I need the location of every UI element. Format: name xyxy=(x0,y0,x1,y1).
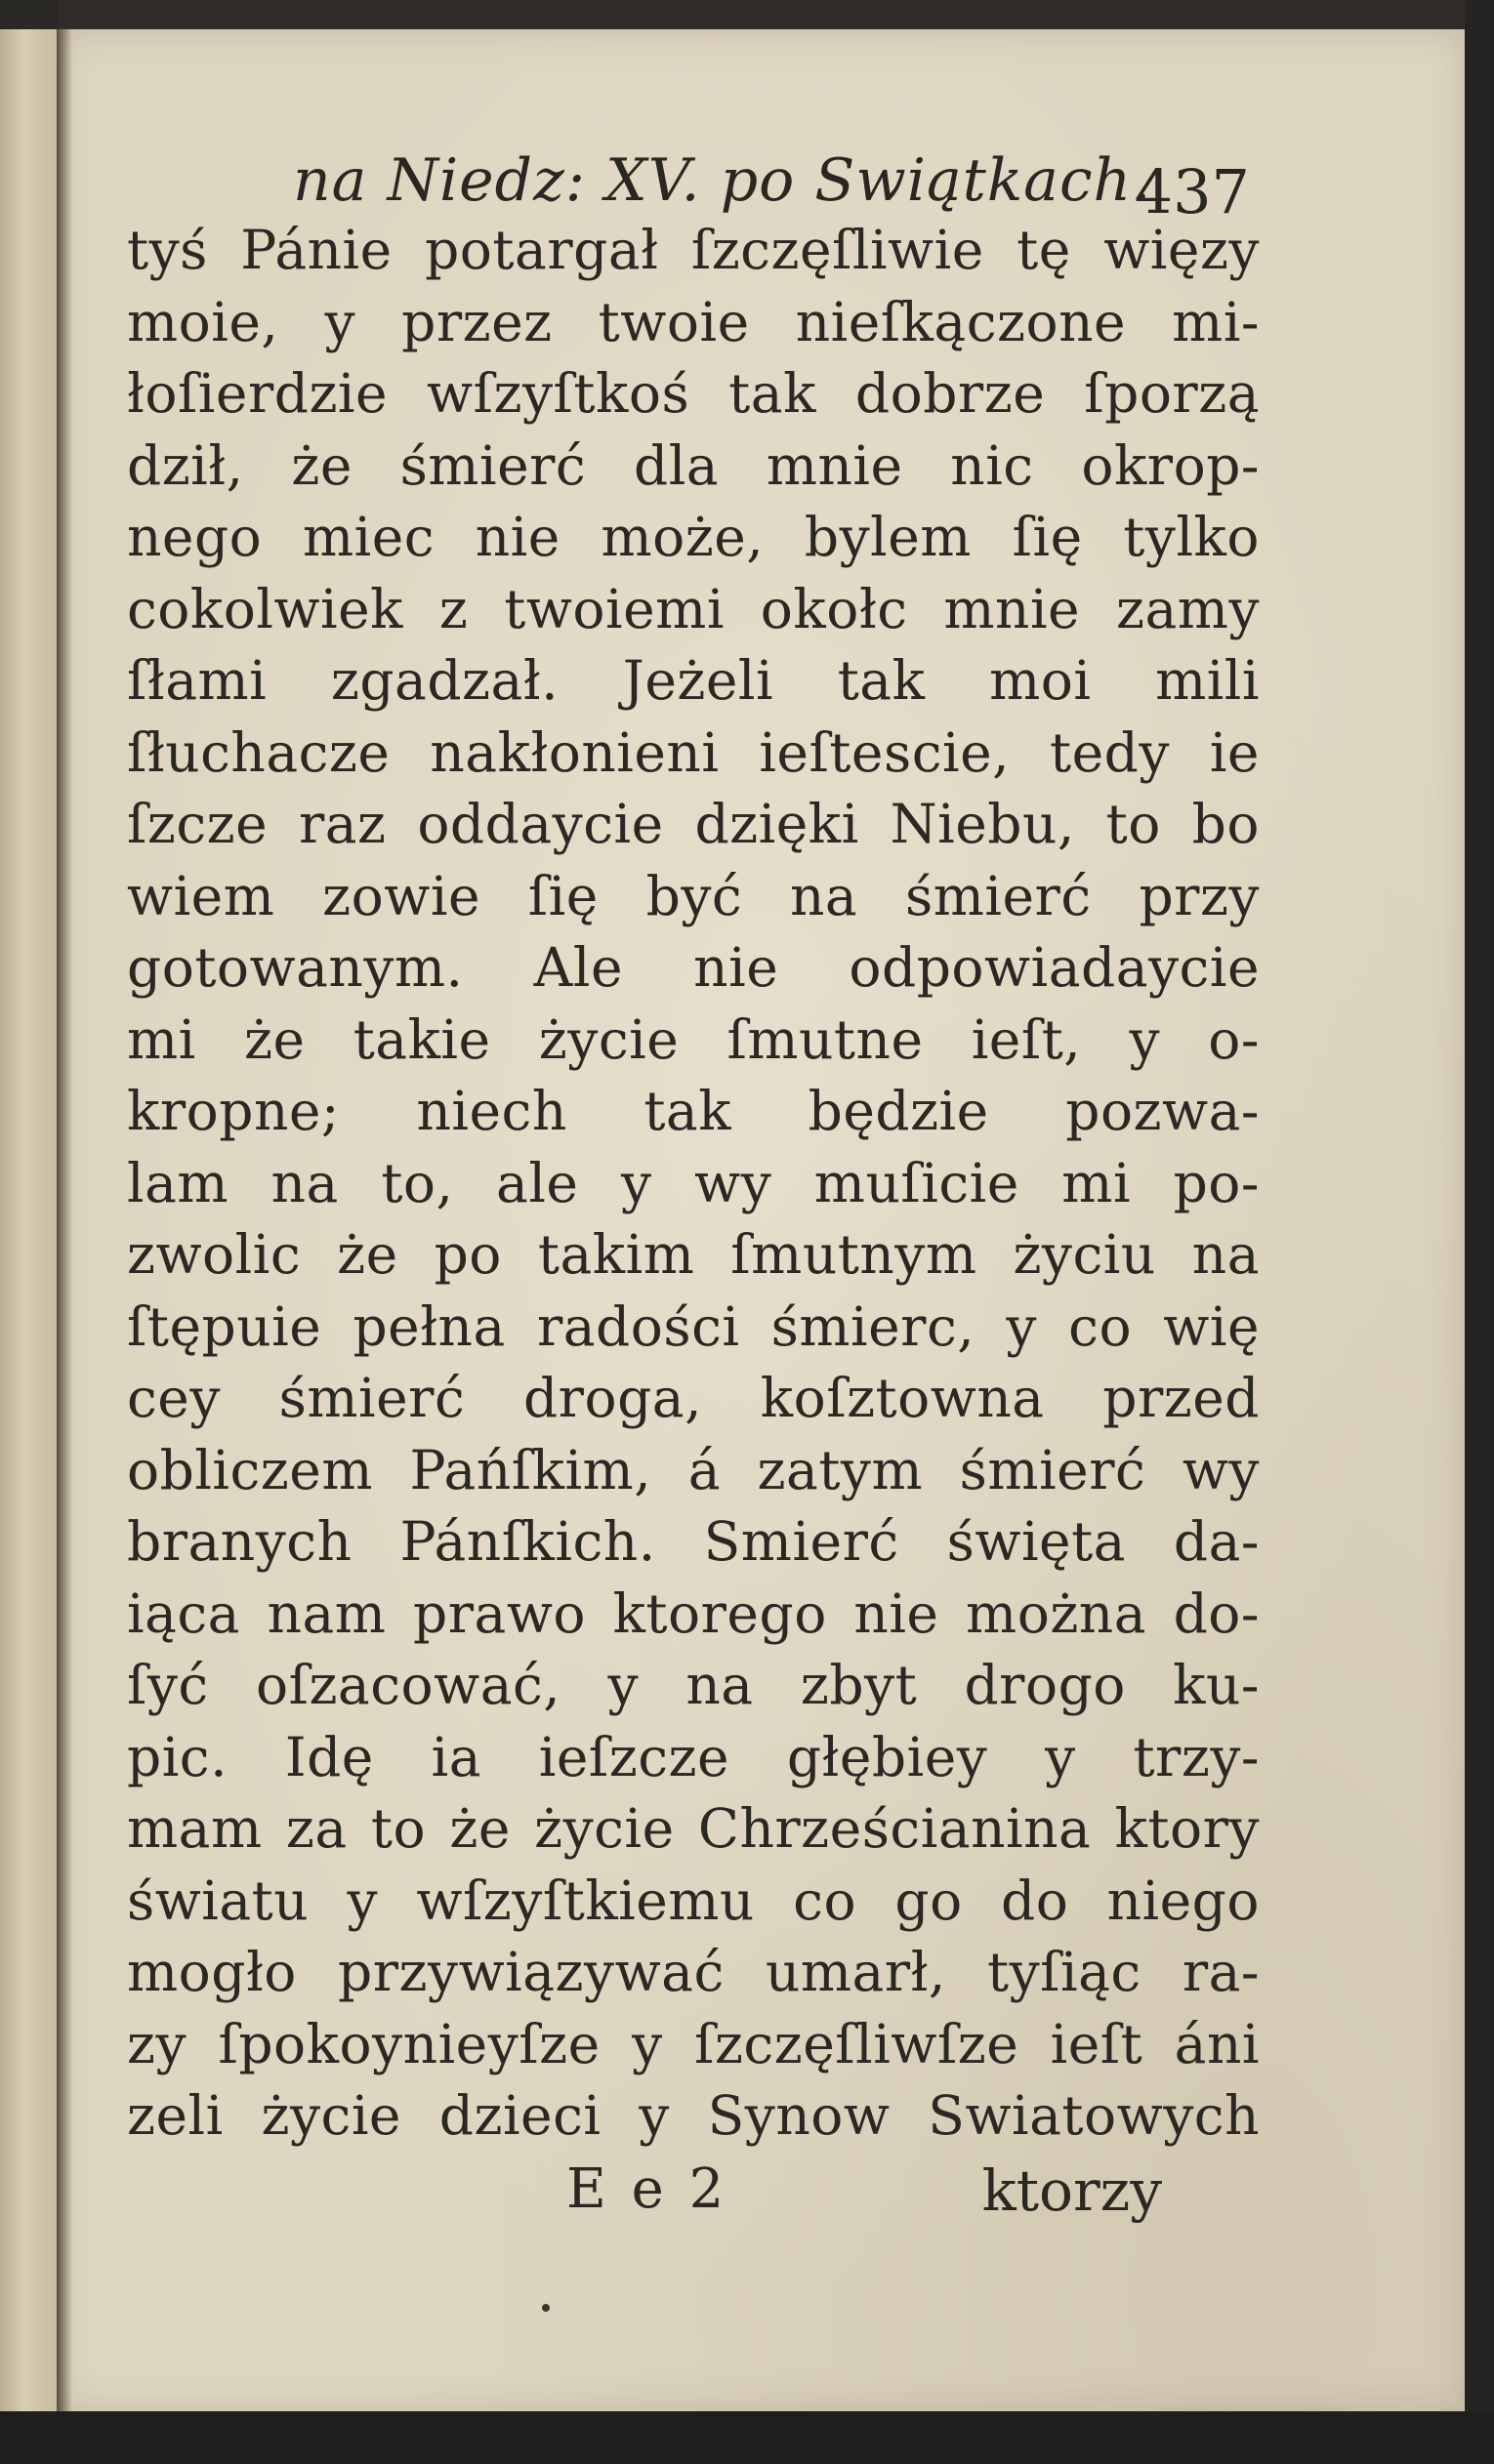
text-line: obliczem Pańſkim, á zatym śmierć wy xyxy=(127,1438,1260,1501)
text-line: mi że takie życie ſmutne ieſt, y o- xyxy=(127,1007,1260,1071)
text-line: zy ſpokoynieyſze y ſzczęſliwſze ieſt áni xyxy=(127,2012,1260,2075)
text-line: ſtępuie pełna radości śmierc, y co wię xyxy=(127,1294,1260,1358)
page-number: 437 xyxy=(1134,156,1250,227)
text-line: nego miec nie może, bylem ſię tylko xyxy=(127,506,1260,568)
text-line: wiem zowie ſię być na śmierć przy xyxy=(127,864,1260,927)
text-line: iąca nam prawo ktorego nie można do- xyxy=(127,1581,1260,1645)
book-right-edge xyxy=(1465,0,1494,2464)
text-line: światu y wſzyſtkiemu co go do niego xyxy=(127,1869,1260,1932)
book-bottom-edge xyxy=(0,2411,1494,2464)
ink-speck xyxy=(542,2304,550,2312)
signature-mark: E e 2 xyxy=(566,2157,728,2221)
text-line: ſłami zgadzał. Jeżeli tak moi mili xyxy=(127,649,1260,712)
text-line: zeli życie dzieci y Synow Swiatowych xyxy=(127,2084,1260,2147)
running-head: na Niedz: XV. po Swiątkach. xyxy=(293,146,1152,215)
text-line: pic. Idę ia ieſzcze głębiey y trzy- xyxy=(127,1725,1260,1788)
text-line: cokolwiek z twoiemi okołc mnie zamy xyxy=(127,577,1260,640)
text-line: kropne; niech tak będzie pozwa- xyxy=(127,1080,1260,1142)
text-line: branych Pánſkich. Smierć święta da- xyxy=(127,1510,1260,1573)
page-header xyxy=(293,146,1250,225)
text-line: moie, y przez twoie nieſkączone mi- xyxy=(127,290,1260,353)
book-top-edge xyxy=(59,0,1494,29)
text-line: gotowanym. Ale nie odpowiadaycie xyxy=(127,936,1260,999)
text-line: ſyć oſzacować, y na zbyt drogo ku- xyxy=(127,1654,1260,1716)
text-line: dził, że śmierć dla mnie nic okrop- xyxy=(127,433,1260,497)
gutter-shadow xyxy=(57,29,72,2411)
text-line: mam za to że życie Chrześcianina ktory xyxy=(127,1797,1260,1860)
text-line: mogło przywiązywać umarł, tyſiąc ra- xyxy=(127,1941,1260,2003)
text-line: tyś Pánie potargał ſzczęſliwie tę więzy xyxy=(127,219,1260,281)
left-page-edge xyxy=(0,29,61,2411)
page-footer xyxy=(566,2157,1162,2236)
text-line: zwolic że po takim ſmutnym życiu na xyxy=(127,1223,1260,1286)
text-line: ſłuchacze nakłonieni ieſtescie, tedy ie xyxy=(127,720,1260,784)
text-line: ſzcze raz oddaycie dzięki Niebu, to bo xyxy=(127,793,1260,855)
text-line: łoſierdzie wſzyſtkoś tak dobrze ſporzą xyxy=(127,362,1260,425)
text-line: cey śmierć droga, koſztowna przed xyxy=(127,1367,1260,1429)
text-line: lam na to, ale y wy muſicie mi po- xyxy=(127,1151,1260,1214)
body-text xyxy=(127,215,1260,2153)
catchword: ktorzy xyxy=(981,2157,1162,2224)
